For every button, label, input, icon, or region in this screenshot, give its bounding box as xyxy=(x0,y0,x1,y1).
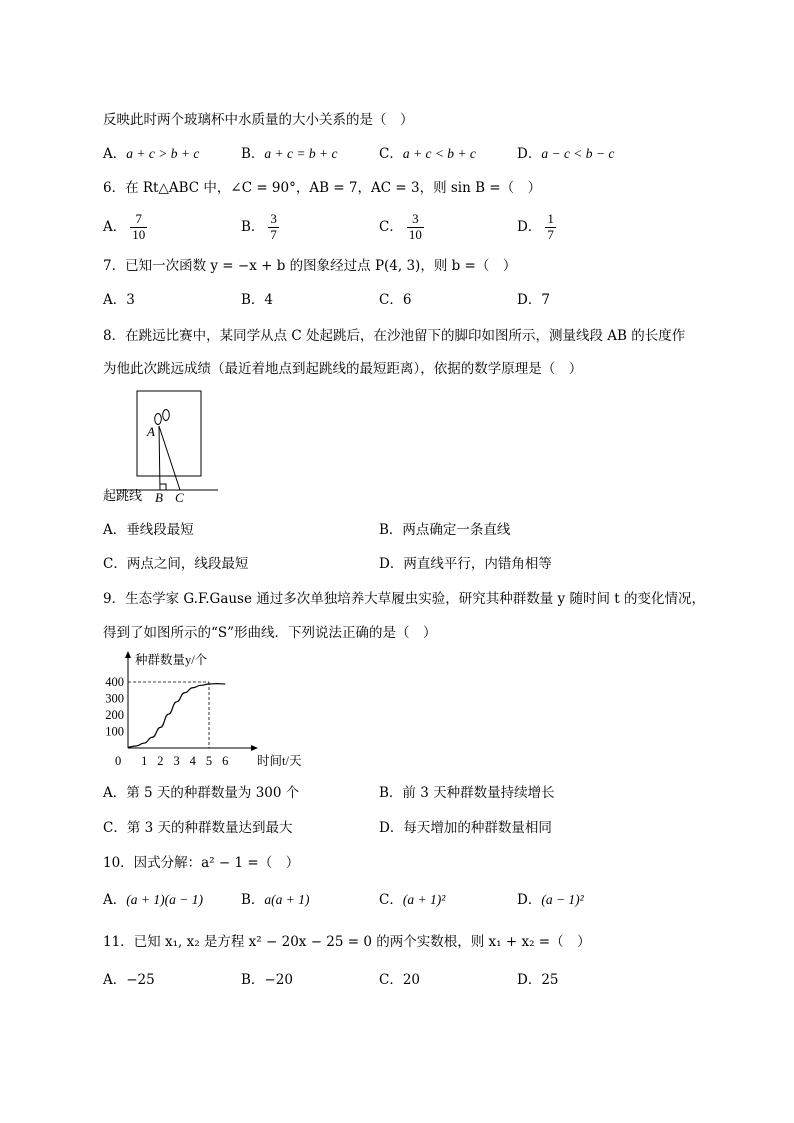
q9-option-b: B．前 3 天种群数量持续增长 xyxy=(379,785,555,801)
q8-option-d: D．两直线平行，内错角相等 xyxy=(379,556,552,572)
q10-option-d: D．(a − 1)² xyxy=(517,892,584,908)
x-tick-label: 4 xyxy=(189,754,196,768)
fraction: $\frac{7}{10}$ xyxy=(132,211,146,242)
population-chart xyxy=(95,648,320,774)
y-tick-label: 100 xyxy=(105,724,124,739)
q10-option-b: B．a(a + 1) xyxy=(241,892,310,908)
y-axis-arrow-icon xyxy=(125,651,131,658)
y-axis-label: 种群数量y/个 xyxy=(135,653,208,667)
footprint-right-icon xyxy=(163,410,170,421)
x-axis-arrow-icon xyxy=(251,745,258,751)
q7-option-c: C．6 xyxy=(379,292,412,308)
q9-option-a: A．第 5 天的种群数量为 300 个 xyxy=(103,785,300,801)
q8-option-a: A．垂线段最短 xyxy=(103,522,194,538)
q11-option-a: A．−25 xyxy=(103,972,155,988)
q11-option-b: B．−20 xyxy=(241,972,293,988)
q6-stem: 6．在 Rt△ABC 中，∠C = 90°，AB = 7，AC = 3，则 sin B =（ ） xyxy=(103,180,542,196)
q5-stem-tail: 反映此时两个玻璃杯中水质量的大小关系的是（ ） xyxy=(103,112,414,128)
q9-stem-line1: 9．生态学家 G.F.Gause 通过多次单独培养大草履虫实验，研究其种群数量 y 随时间 t 的变化情况， xyxy=(103,591,705,607)
q6-option-c: C． $\frac{3}{10}$ xyxy=(379,211,422,242)
q10-option-c: C．(a + 1)² xyxy=(379,892,446,908)
label-c: C xyxy=(175,490,184,505)
q7-option-a: A．3 xyxy=(103,292,135,308)
x-tick-label: 6 xyxy=(222,754,229,768)
x-axis-label: 时间t/天 xyxy=(257,754,302,768)
takeoff-line-caption: 起跳线 xyxy=(103,489,143,504)
fraction: $\frac{1}{7}$ xyxy=(547,211,554,242)
y-tick-label: 200 xyxy=(105,708,124,722)
q11-stem: 11．已知 x₁, x₂ 是方程 x² − 20x − 25 = 0 的两个实数根，则 x₁ + x₂ =（ ） xyxy=(103,934,591,950)
fraction: $\frac{3}{10}$ xyxy=(408,211,422,242)
q7-option-b: B．4 xyxy=(241,292,274,308)
q5-option-c: C．a + c < b + c xyxy=(379,146,476,162)
label-a: A xyxy=(147,424,155,439)
footprint-left-icon xyxy=(155,414,162,425)
q11-option-d: D．25 xyxy=(517,972,559,988)
y-tick-label: 300 xyxy=(105,691,124,706)
q6-option-b: B． $\frac{3}{7}$ xyxy=(241,211,277,242)
q8-option-b: B．两点确定一条直线 xyxy=(379,522,511,538)
q5-option-a: A．a + c > b + c xyxy=(103,146,200,162)
x-tick-label: 5 xyxy=(205,754,213,768)
x-tick-label: 3 xyxy=(173,754,180,768)
x-tick-label: 1 xyxy=(141,754,148,768)
q10-stem: 10．因式分解：a² − 1 =（ ） xyxy=(103,855,300,871)
q10-option-a: A．(a + 1)(a − 1) xyxy=(103,892,203,908)
q7-stem: 7．已知一次函数 y = −x + b 的图象经过点 P(4, 3)，则 b =（ ） xyxy=(103,258,517,274)
q11-option-c: C．20 xyxy=(379,972,421,988)
q8-stem-line2: 为他此次跳远成绩（最近着地点到起跳线的最短距离），依据的数学原理是（ ） xyxy=(103,361,583,377)
q5-option-b: B．a + c = b + c xyxy=(241,146,338,162)
q6-option-a: A． $\frac{7}{10}$ xyxy=(103,211,146,242)
label-b: B xyxy=(155,490,163,505)
q9-option-d: D．每天增加的种群数量相同 xyxy=(379,820,552,836)
segment-ab xyxy=(159,426,160,490)
q8-stem-line1: 8．在跳远比赛中，某同学从点 C 处起跳后，在沙池留下的脚印如图所示，测量线段 AB 的长度作 xyxy=(103,328,686,344)
q5-option-d: D．a − c < b − c xyxy=(517,146,615,162)
x-tick-label: 2 xyxy=(157,754,164,768)
segment-ac xyxy=(159,426,180,490)
q9-option-c: C．第 3 天的种群数量达到最大 xyxy=(103,820,293,836)
q6-option-d: D． $\frac{1}{7}$ xyxy=(517,211,554,242)
origin-label: 0 xyxy=(115,754,122,768)
q8-option-c: C．两点之间，线段最短 xyxy=(103,556,249,572)
fraction: $\frac{3}{7}$ xyxy=(270,211,277,242)
y-tick-label: 400 xyxy=(105,675,124,689)
q9-stem-line2: 得到了如图所示的“S”形曲线．下列说法正确的是（ ） xyxy=(103,625,437,641)
q7-option-d: D．7 xyxy=(517,292,550,308)
s-curve-series xyxy=(128,684,225,748)
